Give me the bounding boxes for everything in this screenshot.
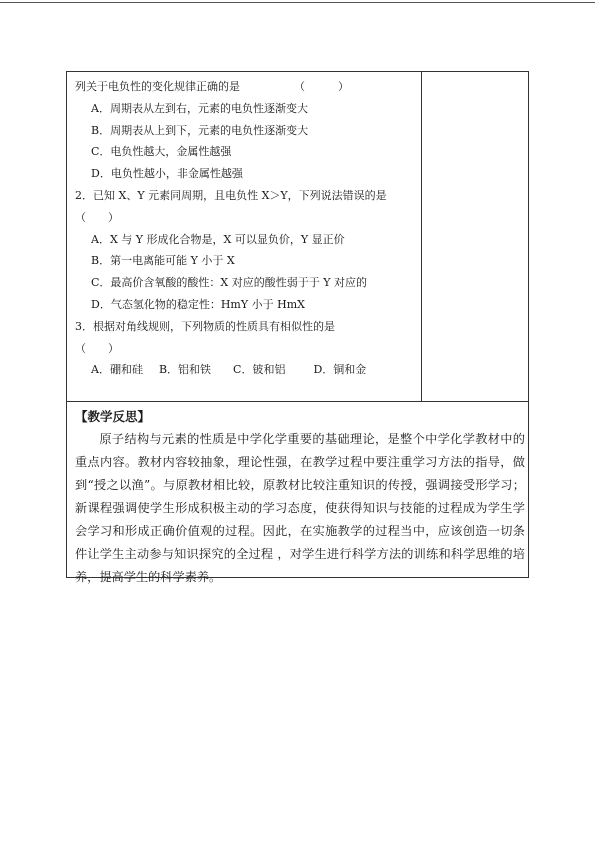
question-1-option-c: C．电负性越大，金属性越强 [91,145,232,159]
reflection-cell [75,406,525,589]
reflection-heading: 【教学反思】 [75,409,151,424]
reflection-paragraph: 原子结构与元素的性质是中学化学重要的基础理论，是整个中学化学教材中的重点内容。教材内容较抽象，理论性强，在教学过程中要注重学习方法的指导，做到“授之以渔”。与原教材相比较，原教材比较注重知识的传授，强调接受形学习；新课程强调使学生形成积极主动的学习态度，使获得知识与技能的过程成为学生学会学习和形成正确价值观的过程。因此，在实施教学的过程当中，应该创造一切条件让学生主动参与知识探究的全过程 ，对学生进行科学方法的训练和科学思维的培养，提高学生的科学素养。 [75,432,525,584]
exercise-cell [75,76,420,381]
row-divider [67,401,528,402]
lesson-table [66,71,529,584]
column-divider [421,72,422,401]
question-3-bracket: （ ） [75,341,119,355]
answer-bracket: （ ） [294,80,349,93]
question-3-stem: 3．根据对角线规则，下列物质的性质具有相似性的是 [75,319,335,333]
question-2-option-a: A．X 与 Y 形成化合物是，X 可以显负价，Y 显正价 [91,232,345,246]
question-1-stem: 列关于电负性的变化规律正确的是 （ ） [75,80,349,93]
question-3-option-d: D．铜和金 [313,363,367,377]
question-1-option-d: D．电负性越小，非金属性越强 [91,167,243,181]
question-2-option-c: C．最高价含氧酸的酸性：X 对应的酸性弱于于 Y 对应的 [91,276,367,290]
question-3-option-c: C．铍和铝 [233,363,286,377]
page-top-rule [0,2,595,3]
question-2-stem: 2．已知 X、Y 元素同周期，且电负性 X＞Y，下列说法错误的是 [75,188,387,202]
question-2-bracket: （ ） [75,210,119,224]
question-2-option-d: D．气态氢化物的稳定性：HmY 小于 HmX [91,297,305,311]
question-2-option-b: B．第一电离能可能 Y 小于 X [91,254,235,268]
question-3-option-a: A．硼和硅 [91,363,143,377]
question-1-option-a: A．周期表从左到右，元素的电负性逐渐变大 [91,101,308,115]
question-3-option-b: B．铝和铁 [158,363,212,377]
question-3-options [75,359,420,381]
question-1-option-b: B．周期表从上到下，元素的电负性逐渐变大 [91,123,309,137]
